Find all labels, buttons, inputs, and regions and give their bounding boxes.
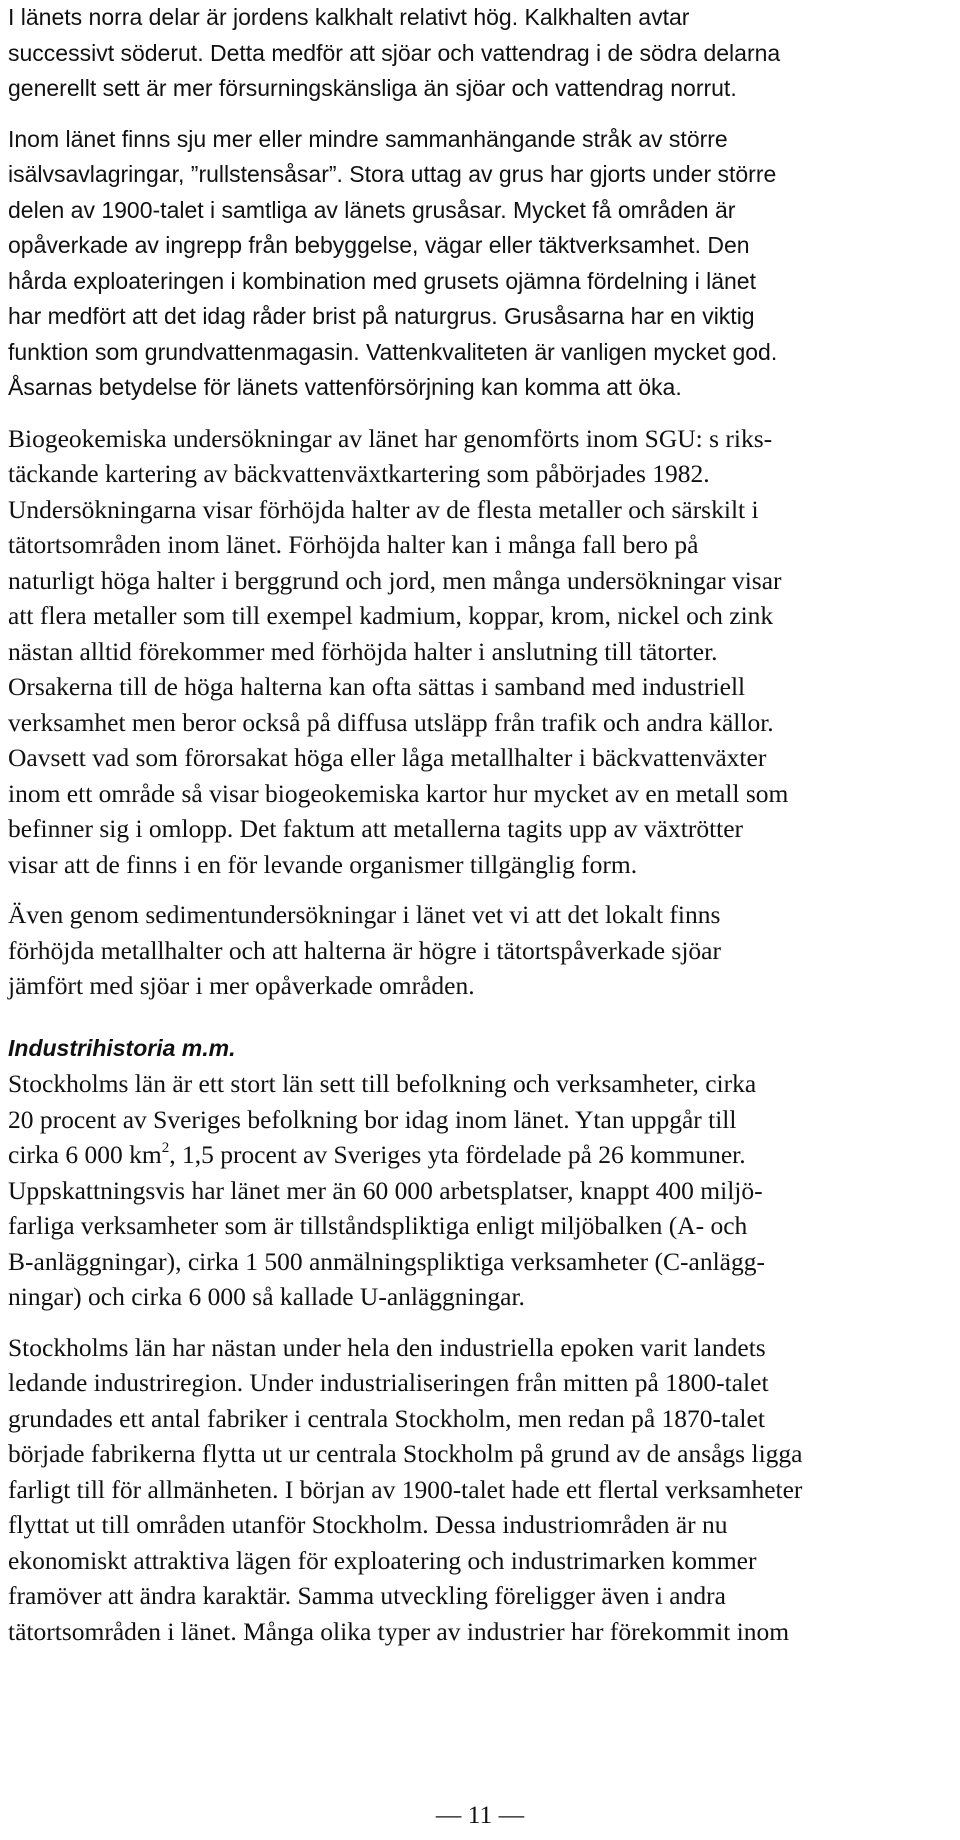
text-line: isälvsavlagringar, ”rullstensåsar”. Stora uttag av grus har gjorts under större — [8, 161, 777, 187]
text-fragment: cirka 6 000 km — [8, 1140, 162, 1169]
text-line: hårda exploateringen i kombination med grusets ojämna fördelning i länet — [8, 267, 756, 294]
paragraph-biogeokemiska — [8, 421, 938, 883]
paragraph-kalkhalt — [8, 0, 938, 107]
text-line: B-anläggningar), cirka 1 500 anmälningspliktiga verksamheter (C-anlägg- — [8, 1246, 765, 1276]
text-line: Uppskattningsvis har länet mer än 60 000 arbetsplatser, knappt 400 miljö- — [8, 1175, 763, 1205]
text-line: farliga verksamheter som är tillståndspliktiga enligt miljöbalken (A- och — [8, 1211, 748, 1240]
text-line: Undersökningarna visar förhöjda halter av de flesta metaller och särskilt i — [8, 494, 759, 524]
text-line: befinner sig i omlopp. Det faktum att metallerna tagits upp av växtrötter — [8, 814, 744, 843]
paragraph-stockholms-lan — [8, 1066, 938, 1315]
paragraph-rullstensasar — [8, 122, 938, 406]
text-line: har medfört att det idag råder brist på naturgrus. Grusåsarna har en viktig — [8, 303, 755, 329]
text-line: visar att de finns i en för levande organismer tillgänglig form. — [8, 849, 638, 879]
paragraph-industriregion — [8, 1330, 938, 1650]
text-line: ledande industriregion. Under industrialiseringen från mitten på 1800-talet — [8, 1368, 769, 1397]
text-line: flyttat ut till områden utanför Stockholm. Dessa industriområden är nu — [8, 1510, 728, 1539]
text-line: funktion som grundvattenmagasin. Vattenkvaliteten är vanligen mycket god. — [8, 338, 778, 365]
page-number: — 11 — — [435, 1800, 525, 1829]
superscript: 2 — [161, 1139, 170, 1156]
text-line: tätortsområden i länet. Många olika typer av industrier har förekommit inom — [8, 1616, 790, 1646]
text-line: I länets norra delar är jordens kalkhalt relativt hög. Kalkhalten avtar — [8, 4, 690, 30]
text-line: ekonomiskt attraktiva lägen för exploatering och industrimarken kommer — [8, 1545, 757, 1575]
text-line: framöver att ändra karaktär. Samma utveckling föreligger även i andra — [8, 1581, 726, 1610]
text-line: opåverkade av ingrepp från bebyggelse, vägar eller täktverksamhet. Den — [8, 232, 750, 258]
text-line: förhöjda metallhalter och att halterna är högre i tätortspåverkade sjöar — [8, 935, 721, 965]
text-line: jämfört med sjöar i mer opåverkade områden. — [8, 971, 475, 1000]
text-line: började fabrikerna flytta ut ur centrala Stockholm på grund av de ansågs ligga — [8, 1439, 803, 1468]
text-line: 20 procent av Sveriges befolkning bor idag inom länet. Ytan uppgår till — [8, 1104, 737, 1134]
text-line: att flera metaller som till exempel kadmium, koppar, krom, nickel och zink — [8, 601, 774, 630]
text-line: Biogeokemiska undersökningar av länet har genomförts inom SGU: s riks- — [8, 423, 773, 453]
text-fragment: , 1,5 procent av Sveriges yta fördelade på 26 kommuner. — [169, 1140, 746, 1169]
text-line-area — [8, 1137, 938, 1173]
paragraph-sediment — [8, 897, 938, 1004]
text-line: delen av 1900-talet i samtliga av länets grusåsar. Mycket få områden är — [8, 196, 736, 223]
text-line: Stockholms län är ett stort län sett till befolkning och verksamheter, cirka — [8, 1069, 757, 1098]
text-line: verksamhet men beror också på diffusa utsläpp från trafik och andra källor. — [8, 707, 774, 737]
text-line: Orsakerna till de höga halterna kan ofta sättas i samband med industriell — [8, 672, 746, 701]
text-line: inom ett område så visar biogeokemiska kartor hur mycket av en metall som — [8, 778, 789, 808]
text-line: farligt till för allmänheten. I början av 1900-talet hade ett flertal verksamheter — [8, 1474, 803, 1504]
text-line: Stockholms län har nästan under hela den industriella epoken varit landets — [8, 1332, 766, 1362]
text-line: successivt söderut. Detta medför att sjöar och vattendrag i de södra delarna — [8, 39, 781, 66]
document-page — [8, 0, 938, 1649]
text-line: tätortsområden inom länet. Förhöjda halter kan i många fall bero på — [8, 530, 699, 559]
text-line: Även genom sedimentundersökningar i länet vet vi att det lokalt finns — [8, 900, 721, 929]
text-line: Inom länet finns sju mer eller mindre sammanhängande stråk av större — [8, 125, 728, 152]
text-line: grundades ett antal fabriker i centrala Stockholm, men redan på 1870-talet — [8, 1403, 765, 1433]
text-line: naturligt höga halter i berggrund och jord, men många undersökningar visar — [8, 565, 782, 595]
text-line: Åsarnas betydelse för länets vattenförsörjning kan komma att öka. — [8, 374, 682, 400]
text-line: Oavsett vad som förorsakat höga eller låga metallhalter i bäckvattenväxter — [8, 743, 767, 772]
text-line: ningar) och cirka 6 000 så kallade U-anläggningar. — [8, 1282, 525, 1311]
text-line: nästan alltid förekommer med förhöjda halter i anslutning till tätorter. — [8, 636, 718, 666]
text-line: täckande kartering av bäckvattenväxtkartering som påbörjades 1982. — [8, 459, 710, 488]
text-line: generellt sett är mer försurningskänsliga än sjöar och vattendrag norrut. — [8, 75, 737, 101]
section-heading: Industrihistoria m.m. — [8, 1034, 236, 1061]
